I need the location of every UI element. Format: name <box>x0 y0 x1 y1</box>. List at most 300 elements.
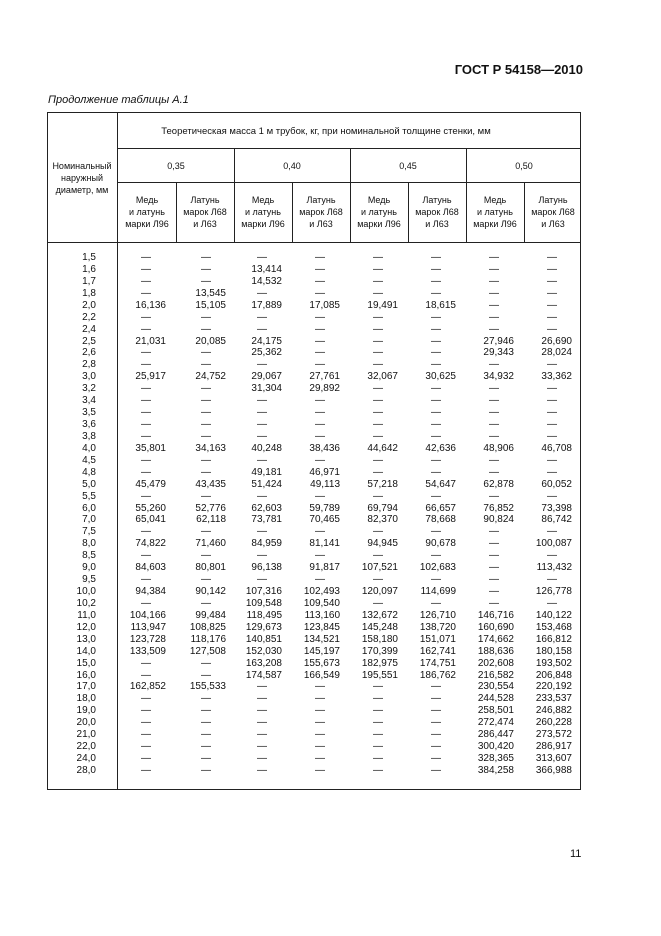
table-cell: — <box>431 466 441 478</box>
table-cell: 166,812 <box>535 633 572 645</box>
table-cell: 24,752 <box>195 371 226 383</box>
table-cell: 80,801 <box>195 562 226 574</box>
table-cell: — <box>315 574 325 586</box>
table-cell: 59,789 <box>309 502 340 514</box>
table-cell: — <box>201 741 211 753</box>
table-cell: — <box>547 275 557 287</box>
table-cell: — <box>201 466 211 478</box>
table-cell: — <box>141 395 151 407</box>
table-cell: — <box>431 407 441 419</box>
table-cell: 13,545 <box>195 287 226 299</box>
table-cell: — <box>431 287 441 299</box>
table-cell: 366,988 <box>535 764 572 776</box>
header-line: Медь <box>251 195 275 205</box>
table-cell: 42,636 <box>425 442 456 454</box>
table-cell: 230,554 <box>477 681 514 693</box>
table-cell: — <box>201 407 211 419</box>
table-cell: — <box>373 419 383 431</box>
table-cell: 118,495 <box>246 609 282 621</box>
table-cell: — <box>201 705 211 717</box>
table-cell: — <box>489 430 499 442</box>
table-cell: 13,414 <box>251 263 282 275</box>
table-cell: — <box>257 419 267 431</box>
table-cell: — <box>257 359 267 371</box>
table-cell: — <box>489 526 499 538</box>
table-cell: — <box>201 252 211 263</box>
table-cell: 57,218 <box>367 478 398 490</box>
row-diameter: 3,2 <box>82 383 96 395</box>
row-diameter: 1,5 <box>82 252 96 263</box>
table-cell: — <box>257 729 267 741</box>
table-cell: 29,892 <box>309 383 340 395</box>
row-diameter: 12,0 <box>76 621 96 633</box>
table-cell: — <box>373 275 383 287</box>
table-cell: 162,852 <box>129 681 166 693</box>
table-cell: — <box>373 311 383 323</box>
table-cell: 30,625 <box>425 371 456 383</box>
table-cell: — <box>201 323 211 335</box>
header-line: марок Л68 <box>183 207 227 217</box>
table-cell: 188,636 <box>477 645 514 657</box>
table-cell: 126,778 <box>535 586 572 598</box>
table-cell: 100,087 <box>535 538 572 550</box>
table-cell: 313,607 <box>535 753 572 765</box>
header-line: марок Л68 <box>531 207 575 217</box>
row-diameter: 7,0 <box>82 514 96 526</box>
table-cell: 145,248 <box>361 621 398 633</box>
table-cell: — <box>201 454 211 466</box>
table-cell: 166,549 <box>303 669 340 681</box>
table-cell: 174,587 <box>245 669 282 681</box>
table-cell: — <box>141 741 151 753</box>
table-cell: — <box>431 764 441 776</box>
table-cell: — <box>489 383 499 395</box>
table-cell: — <box>489 466 499 478</box>
table-cell: 107,521 <box>361 562 398 574</box>
table-cell: 182,975 <box>361 657 398 669</box>
table-cell: — <box>431 550 441 562</box>
row-diameter: 14,0 <box>76 645 96 657</box>
table-cell: — <box>373 717 383 729</box>
table-cell: — <box>489 597 499 609</box>
table-cell: — <box>257 526 267 538</box>
table-cell: 16,136 <box>135 299 166 311</box>
row-diameter: 3,6 <box>82 419 96 431</box>
header-line: Медь <box>367 195 391 205</box>
table-cell: — <box>201 657 211 669</box>
table-cell: 160,690 <box>477 621 514 633</box>
row-diameter: 8,0 <box>82 538 96 550</box>
table-cell: — <box>201 359 211 371</box>
subheader-brass <box>408 194 466 230</box>
table-cell: — <box>201 419 211 431</box>
table-cell: — <box>201 717 211 729</box>
table-cell: 206,848 <box>535 669 572 681</box>
table-cell: 74,822 <box>135 538 166 550</box>
table-cell: 233,537 <box>535 693 572 705</box>
table-cell: — <box>315 275 325 287</box>
table-cell: — <box>547 359 557 371</box>
row-diameter: 13,0 <box>76 633 96 645</box>
table-cell: 134,521 <box>303 633 340 645</box>
table-cell: 108,825 <box>189 621 226 633</box>
table-cell: 29,067 <box>251 371 282 383</box>
table-cell: — <box>373 597 383 609</box>
table-cell: 32,067 <box>367 371 398 383</box>
table-cell: — <box>373 705 383 717</box>
table-cell: — <box>373 430 383 442</box>
header-line: марок Л68 <box>415 207 459 217</box>
row-diameter: 8,5 <box>82 550 96 562</box>
table-cell: 76,852 <box>483 502 514 514</box>
table-cell: — <box>373 729 383 741</box>
table-cell: — <box>201 597 211 609</box>
table-cell: — <box>431 454 441 466</box>
header-line: марки Л96 <box>357 219 401 229</box>
table-cell: — <box>489 454 499 466</box>
subheader-copper <box>234 194 292 230</box>
table-cell: 54,647 <box>425 478 456 490</box>
subheader-copper <box>350 194 408 230</box>
table-cell: — <box>547 526 557 538</box>
table-cell: — <box>201 764 211 776</box>
table-cell: — <box>315 717 325 729</box>
table-cell: 300,420 <box>477 741 514 753</box>
table-cell: — <box>431 252 441 263</box>
table-cell: — <box>201 753 211 765</box>
grid-line <box>117 148 581 149</box>
table-cell: 384,258 <box>477 764 514 776</box>
table-cell: 272,474 <box>477 717 514 729</box>
table-cell: — <box>489 407 499 419</box>
table-cell: — <box>431 574 441 586</box>
table-cell: 170,399 <box>361 645 398 657</box>
row-diameter: 16,0 <box>76 669 96 681</box>
table-cell: — <box>489 574 499 586</box>
table-cell: — <box>257 490 267 502</box>
table-cell: — <box>315 359 325 371</box>
table-cell: — <box>547 574 557 586</box>
table-cell: 202,608 <box>477 657 514 669</box>
table-cell: — <box>201 395 211 407</box>
table-cell: 104,166 <box>129 609 166 621</box>
table-cell: — <box>141 323 151 335</box>
table-cell: — <box>547 383 557 395</box>
table-cell: 174,751 <box>419 657 456 669</box>
table-cell: — <box>201 693 211 705</box>
table-cell: 140,851 <box>245 633 282 645</box>
table-cell: 34,932 <box>483 371 514 383</box>
table-cell: 96,138 <box>251 562 282 574</box>
table-cell: 113,947 <box>130 621 166 633</box>
row-diameter: 22,0 <box>76 741 96 753</box>
table-cell: 216,582 <box>477 669 514 681</box>
table-cell: 132,672 <box>361 609 398 621</box>
table-cell: — <box>141 430 151 442</box>
table-cell: — <box>315 419 325 431</box>
header-line: и Л63 <box>541 219 565 229</box>
table-cell: 286,917 <box>535 741 572 753</box>
table-cell: — <box>489 287 499 299</box>
table-cell: — <box>547 299 557 311</box>
table-cell: — <box>431 419 441 431</box>
table-cell: 81,141 <box>309 538 340 550</box>
table-cell: — <box>373 383 383 395</box>
table-cell: — <box>201 383 211 395</box>
table-cell: — <box>431 693 441 705</box>
table-cell: 40,248 <box>251 442 282 454</box>
row-diameter: 7,5 <box>82 526 96 538</box>
table-cell: 107,316 <box>245 586 282 598</box>
table-cell: — <box>373 395 383 407</box>
table-cell: — <box>547 323 557 335</box>
table-cell: — <box>315 705 325 717</box>
table-cell: — <box>315 347 325 359</box>
header-line: Латунь <box>190 195 220 205</box>
table-cell: 55,260 <box>135 502 166 514</box>
table-cell: — <box>257 323 267 335</box>
table-cell: — <box>257 454 267 466</box>
table-cell: — <box>141 657 151 669</box>
header-line: Латунь <box>422 195 452 205</box>
table-cell: 123,845 <box>303 621 340 633</box>
table-cell: — <box>257 252 267 263</box>
row-diameter: 19,0 <box>76 705 96 717</box>
table-caption: Продолжение таблицы А.1 <box>48 94 189 106</box>
row-header-diameter <box>47 160 117 196</box>
table-cell: — <box>141 526 151 538</box>
table-cell: 151,071 <box>419 633 456 645</box>
table-cell: — <box>201 311 211 323</box>
table-cell: — <box>373 263 383 275</box>
row-diameter: 2,0 <box>82 299 96 311</box>
table-cell: — <box>373 526 383 538</box>
table-cell: 90,142 <box>195 586 226 598</box>
table-cell: 155,673 <box>303 657 340 669</box>
table-cell: 94,945 <box>367 538 398 550</box>
table-cell: 18,615 <box>425 299 456 311</box>
row-diameter: 20,0 <box>76 717 96 729</box>
table-cell: — <box>373 550 383 562</box>
table-cell: 43,435 <box>195 478 226 490</box>
table-cell: — <box>373 574 383 586</box>
table-cell: 65,041 <box>135 514 166 526</box>
table-cell: 109,540 <box>303 597 340 609</box>
row-diameter: 2,6 <box>82 347 96 359</box>
table-cell: 71,460 <box>195 538 226 550</box>
table-cell: — <box>373 323 383 335</box>
table-cell: 133,509 <box>129 645 166 657</box>
table-cell: — <box>431 597 441 609</box>
table-cell: — <box>547 454 557 466</box>
table-cell: — <box>141 287 151 299</box>
table-cell: 52,776 <box>195 502 226 514</box>
header-line: марок Л68 <box>299 207 343 217</box>
table-cell: — <box>315 430 325 442</box>
table-cell: — <box>201 550 211 562</box>
header-line: и латунь <box>361 207 397 217</box>
table-cell: — <box>141 705 151 717</box>
table-cell: — <box>373 741 383 753</box>
table-cell: 120,097 <box>361 586 398 598</box>
header-line: Медь <box>135 195 159 205</box>
table-cell: — <box>141 717 151 729</box>
table-cell: 60,052 <box>541 478 572 490</box>
table-cell: — <box>431 717 441 729</box>
table-cell: — <box>201 729 211 741</box>
table-cell: — <box>547 550 557 562</box>
grid-line <box>47 242 581 243</box>
table-cell: 14,532 <box>251 275 282 287</box>
table-cell: — <box>547 490 557 502</box>
table-cell: 20,085 <box>195 335 226 347</box>
table-cell: — <box>489 419 499 431</box>
header-line: и латунь <box>245 207 281 217</box>
table-cell: — <box>431 395 441 407</box>
row-diameter: 4,8 <box>82 466 96 478</box>
subheader-brass <box>292 194 350 230</box>
table-cell: — <box>431 359 441 371</box>
row-diameter: 24,0 <box>76 753 96 765</box>
table-cell: — <box>257 764 267 776</box>
table-cell: — <box>315 252 325 263</box>
table-cell: — <box>315 764 325 776</box>
table-cell: — <box>315 311 325 323</box>
table-cell: 113,432 <box>536 562 572 574</box>
table-cell: — <box>257 681 267 693</box>
table-cell: — <box>141 753 151 765</box>
subheader-copper <box>118 194 176 230</box>
table-cell: 84,603 <box>135 562 166 574</box>
table-cell: 113,160 <box>304 609 340 621</box>
table-cell: — <box>201 347 211 359</box>
table-cell: — <box>547 430 557 442</box>
table-cell: — <box>489 323 499 335</box>
table-cell: — <box>431 753 441 765</box>
table-cell: — <box>547 466 557 478</box>
table-cell: — <box>201 669 211 681</box>
table-cell: — <box>141 550 151 562</box>
table-cell: 29,343 <box>483 347 514 359</box>
table-cell: 49,181 <box>251 466 282 478</box>
table-cell: 328,365 <box>477 753 514 765</box>
table-cell: 162,741 <box>419 645 456 657</box>
table-cell: — <box>257 574 267 586</box>
table-cell: 24,175 <box>251 335 282 347</box>
header-line: наружный <box>61 173 103 183</box>
table-cell: 90,678 <box>425 538 456 550</box>
table-cell: — <box>315 454 325 466</box>
table-cell: 145,197 <box>303 645 340 657</box>
table-cell: — <box>141 454 151 466</box>
table-cell: 62,878 <box>483 478 514 490</box>
subheader-brass <box>524 194 582 230</box>
table-cell: 44,642 <box>367 442 398 454</box>
table-cell: — <box>141 490 151 502</box>
row-diameter: 2,5 <box>82 335 96 347</box>
table-cell: 48,906 <box>483 442 514 454</box>
table-cell: — <box>257 395 267 407</box>
table-cell: — <box>141 359 151 371</box>
table-cell: 129,673 <box>245 621 282 633</box>
table-cell: — <box>315 287 325 299</box>
table-cell: — <box>315 526 325 538</box>
table-cell: — <box>547 419 557 431</box>
table-cell: 26,690 <box>541 335 572 347</box>
table-cell: 158,180 <box>361 633 398 645</box>
document-id: ГОСТ Р 54158—2010 <box>454 62 583 77</box>
row-diameter: 3,8 <box>82 430 96 442</box>
header-line: марки Л96 <box>473 219 517 229</box>
table-cell: 62,603 <box>251 502 282 514</box>
table-cell: — <box>315 550 325 562</box>
table-cell: 91,817 <box>309 562 340 574</box>
table-cell: — <box>257 693 267 705</box>
table-cell: 66,657 <box>425 502 456 514</box>
table-cell: — <box>141 574 151 586</box>
table-cell: 46,971 <box>309 466 340 478</box>
table-cell: 21,031 <box>135 335 166 347</box>
table-cell: 82,370 <box>367 514 398 526</box>
table-cell: — <box>257 753 267 765</box>
table-cell: — <box>201 574 211 586</box>
row-diameter: 21,0 <box>76 729 96 741</box>
table-cell: 140,122 <box>535 609 572 621</box>
table-cell: 34,163 <box>195 442 226 454</box>
table-cell: — <box>315 263 325 275</box>
subheader-copper <box>466 194 524 230</box>
table-cell: — <box>373 359 383 371</box>
header-line: Медь <box>483 195 507 205</box>
grid-line <box>117 182 581 183</box>
table-cell: — <box>431 323 441 335</box>
table-cell: — <box>315 753 325 765</box>
table-cell: — <box>141 347 151 359</box>
table-cell: 17,085 <box>309 299 340 311</box>
table-cell: 146,716 <box>477 609 514 621</box>
row-diameter: 18,0 <box>76 693 96 705</box>
header-line: диаметр, мм <box>55 185 109 195</box>
table-cell: — <box>547 407 557 419</box>
table-cell: 126,710 <box>419 609 456 621</box>
table-cell: — <box>489 550 499 562</box>
table-cell: — <box>431 705 441 717</box>
table-cell: — <box>431 741 441 753</box>
table-cell: 163,208 <box>245 657 282 669</box>
table-cell: 25,362 <box>251 347 282 359</box>
table-main-header: Теоретическая масса 1 м трубок, кг, при номинальной толщине стенки, мм <box>161 126 491 137</box>
row-diameter: 17,0 <box>76 681 96 693</box>
table-cell: — <box>489 538 499 550</box>
table-cell: — <box>373 454 383 466</box>
row-diameter: 15,0 <box>76 657 96 669</box>
table-cell: — <box>141 383 151 395</box>
table-cell: — <box>201 275 211 287</box>
row-diameter: 4,5 <box>82 454 96 466</box>
row-diameter: 11,0 <box>77 609 96 621</box>
table-cell: 33,362 <box>541 371 572 383</box>
row-diameter: 2,2 <box>82 311 96 323</box>
table-cell: — <box>431 681 441 693</box>
table-cell: — <box>489 359 499 371</box>
table-cell: 38,436 <box>309 442 340 454</box>
table-cell: — <box>489 263 499 275</box>
table-cell: 73,398 <box>541 502 572 514</box>
table-cell: 90,824 <box>483 514 514 526</box>
table-cell: 31,304 <box>251 383 282 395</box>
table-cell: — <box>489 299 499 311</box>
table-cell: — <box>315 490 325 502</box>
